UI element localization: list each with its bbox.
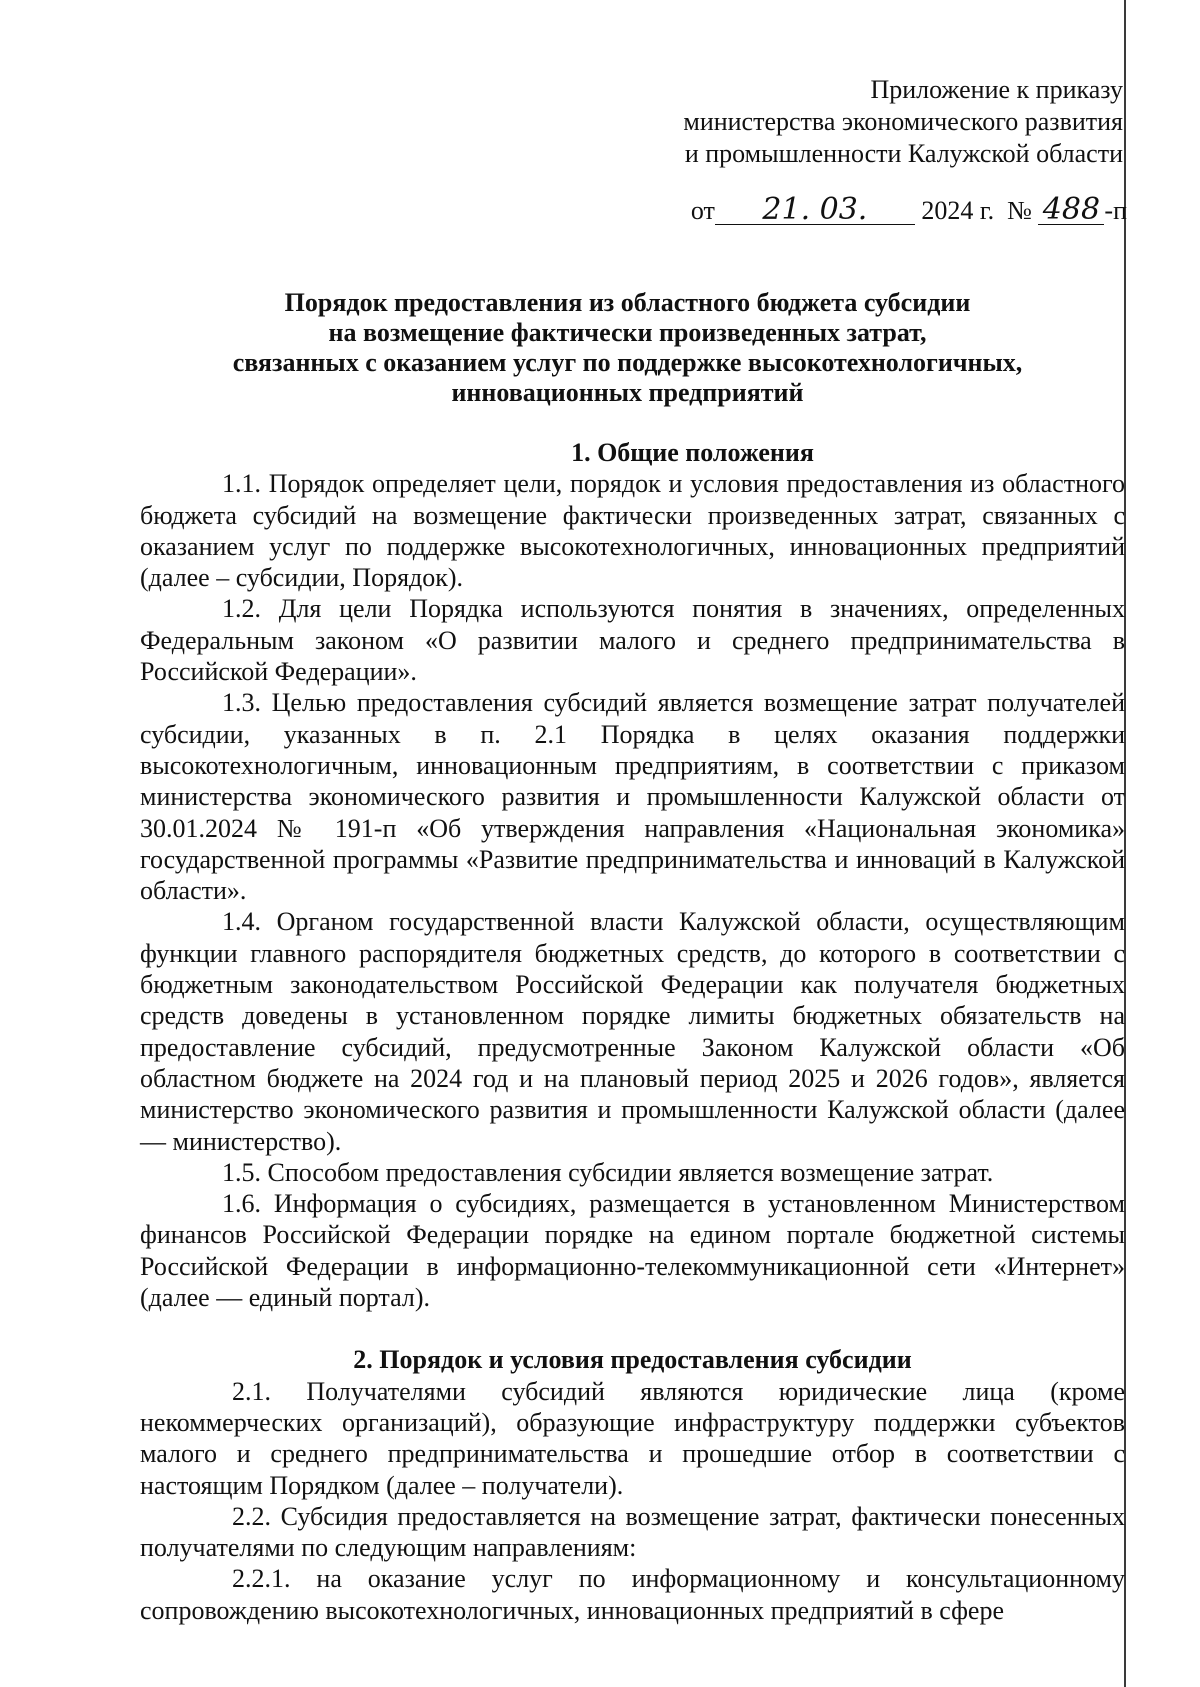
date-year: 2024 г. <box>921 196 995 225</box>
header-line-2: министерства экономического развития <box>683 107 1123 136</box>
title-line-2: на возмещение фактически произведенных затрат, <box>328 318 927 347</box>
approval-header <box>683 74 1123 170</box>
number-suffix: -п <box>1104 196 1127 225</box>
paragraph-2-2: 2.2. Субсидия предоставляется на возмещение затрат, фактически понесенных получателями по следующим направлениям: <box>140 1501 1125 1563</box>
number-sign: № <box>1007 196 1032 225</box>
date-prefix: от <box>690 196 715 225</box>
title-line-1: Порядок предоставления из областного бюджета субсидии <box>284 288 971 317</box>
header-line-1: Приложение к приказу <box>870 75 1123 104</box>
document-title <box>130 288 1125 408</box>
header-line-3: и промышленности Калужской области <box>684 139 1123 168</box>
section-spacer <box>140 1313 1125 1344</box>
section-1-heading: 1. Общие положения <box>571 438 814 467</box>
handwritten-order-number: 488 <box>1038 196 1104 225</box>
paragraph-1-6: 1.6. Информация о субсидиях, размещается в установленном Министерством финансов Российской Федерации порядке на едином портале бюджетной системы Российской Федерации в информационно-телекоммуникационной сети «Интернет» (далее — единый портал). <box>140 1189 1125 1313</box>
title-line-4: инновационных предприятий <box>451 378 804 407</box>
title-line-3: связанных с оказанием услуг по поддержке высокотехнологичных, <box>232 348 1023 377</box>
order-date-line <box>690 192 1127 227</box>
paragraph-1-2: 1.2. Для цели Порядка используются понятия в значениях, определенных Федеральным законом «О развитии малого и среднего предпринимательства в Российской Федерации». <box>140 594 1125 687</box>
paragraph-1-3: 1.3. Целью предоставления субсидий является возмещение затрат получателей субсидии, указанных в п. 2.1 Порядка в целях оказания поддержки высокотехнологичным, инновационным предприятиям, в соответствии с приказом министерства экономического развития и промышленности Калужской области от 30.01.2024 № 191-п «Об утверждения направления «Национальная экономика» государственной программы «Развитие предпринимательства и инноваций в Калужской области». <box>140 688 1125 906</box>
paragraph-1-5: 1.5. Способом предоставления субсидии является возмещение затрат. <box>222 1157 994 1187</box>
paragraph-2-2-1: 2.2.1. на оказание услуг по информационному и консультационному сопровождению высокотехнологичных, инновационных предприятий в сфере <box>140 1564 1125 1625</box>
paragraph-1-1: 1.1. Порядок определяет цели, порядок и условия предоставления из областного бюджета субсидий на возмещение фактически произведенных затрат, связанных с оказанием услуг по поддержке высокотехнологичных, инновационных предприятий (далее – субсидии, Порядок). <box>140 469 1125 593</box>
section-2-heading: 2. Порядок и условия предоставления субсидии <box>353 1345 912 1375</box>
paragraph-2-1: 2.1. Получателями субсидий являются юридические лица (кроме некоммерческих организаций), образующие инфраструктуру поддержки субъектов малого и среднего предпринимательства и прошедшие отбор в соответствии с настоящим Порядком (далее – получатели). <box>140 1376 1125 1500</box>
document-body <box>140 437 1125 1626</box>
handwritten-date: 21. 03. <box>715 196 915 225</box>
paragraph-1-4: 1.4. Органом государственной власти Калужской области, осуществляющим функции главного распорядителя бюджетных средств, до которого в соответствии с бюджетным законодательством Российской Федерации как получателя бюджетных средств доведены в установленном порядке лимиты бюджетных обязательств на предоставление субсидий, предусмотренные Законом Калужской области «Об областном бюджете на 2024 год и на плановый период 2025 и 2026 годов», является министерство экономического развития и промышленности Калужской области (далее — министерство). <box>140 907 1125 1156</box>
